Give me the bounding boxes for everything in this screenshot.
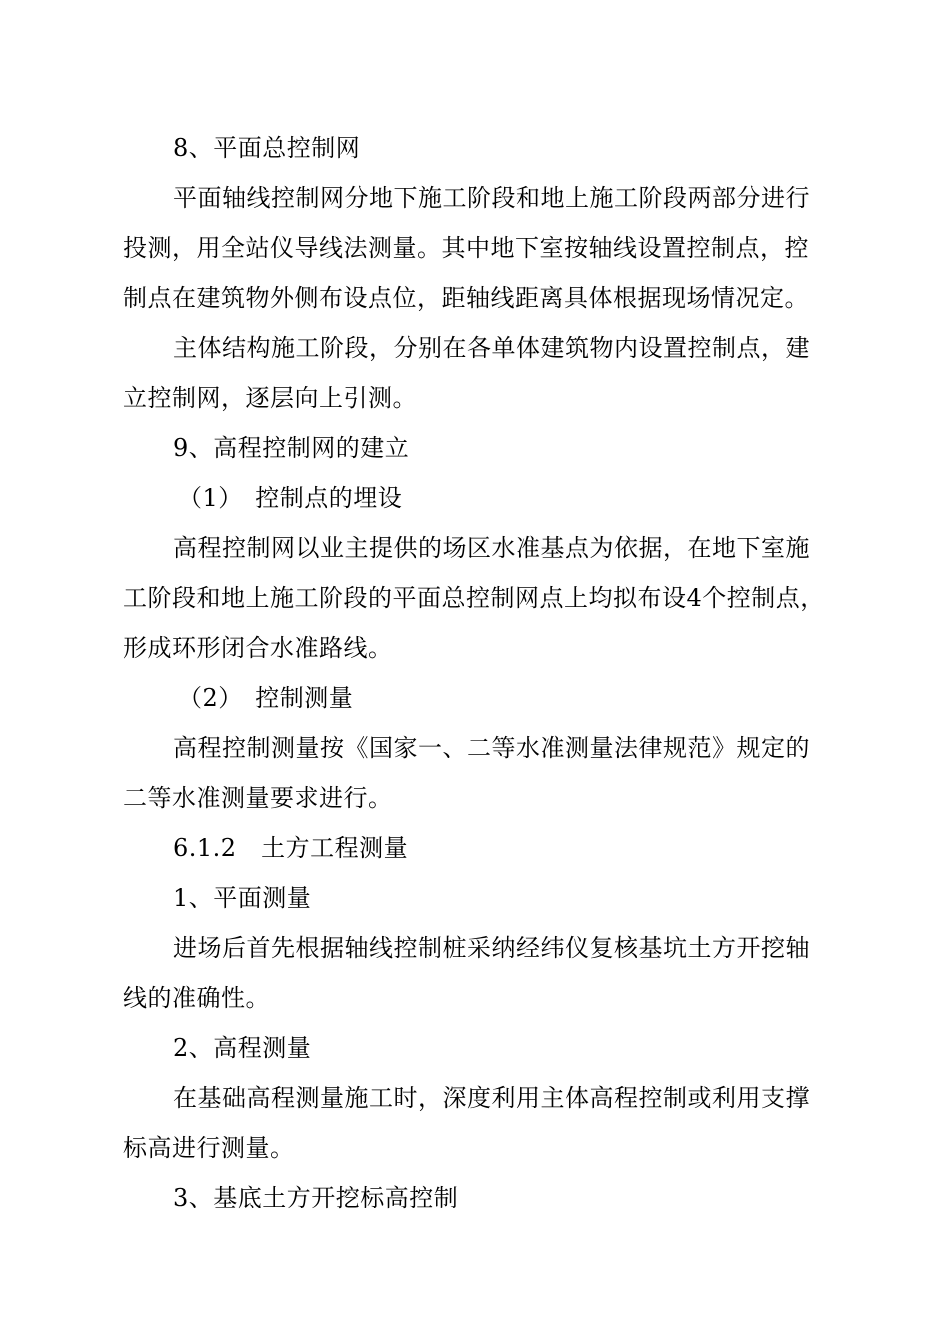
paragraph-line: 平面轴线控制网分地下施工阶段和地上施工阶段两部分进行 <box>173 184 810 212</box>
section-heading: 6.1.2 土方工程测量 <box>173 834 409 862</box>
paragraph-line: 投测，用全站仪导线法测量。其中地下室按轴线设置控制点，控 <box>123 234 809 262</box>
paragraph-line: 进场后首先根据轴线控制桩采纳经纬仪复核基坑土方开挖轴 <box>173 934 810 962</box>
paragraph-line: 形成环形闭合水准路线。 <box>123 634 393 662</box>
paragraph-line: 立控制网，逐层向上引测。 <box>123 384 417 412</box>
paragraph-line: 高程控制网以业主提供的场区水准基点为依据，在地下室施 <box>173 534 810 562</box>
paragraph-line: 在基础高程测量施工时，深度利用主体高程控制或利用支撑 <box>173 1084 810 1112</box>
section-heading: 1、平面测量 <box>173 884 312 912</box>
paragraph-line: 高程控制测量按《国家一、二等水准测量法律规范》规定的 <box>173 734 810 762</box>
section-heading: 9、高程控制网的建立 <box>173 434 410 462</box>
subsection-heading: （2） 控制测量 <box>178 684 354 712</box>
paragraph-line: 工阶段和地上施工阶段的平面总控制网点上均拟布设4个控制点， <box>123 584 825 612</box>
subsection-heading: （1） 控制点的埋设 <box>178 484 403 512</box>
paragraph-line: 主体结构施工阶段，分别在各单体建筑物内设置控制点，建 <box>173 334 810 362</box>
paragraph-line: 标高进行测量。 <box>123 1134 295 1162</box>
section-heading: 8、平面总控制网 <box>173 134 361 162</box>
section-heading: 2、高程测量 <box>173 1034 312 1062</box>
paragraph-line: 二等水准测量要求进行。 <box>123 784 393 812</box>
paragraph-line: 制点在建筑物外侧布设点位，距轴线距离具体根据现场情况定。 <box>123 284 809 312</box>
paragraph-line: 线的准确性。 <box>123 984 270 1012</box>
section-heading: 3、基底土方开挖标高控制 <box>173 1184 459 1212</box>
